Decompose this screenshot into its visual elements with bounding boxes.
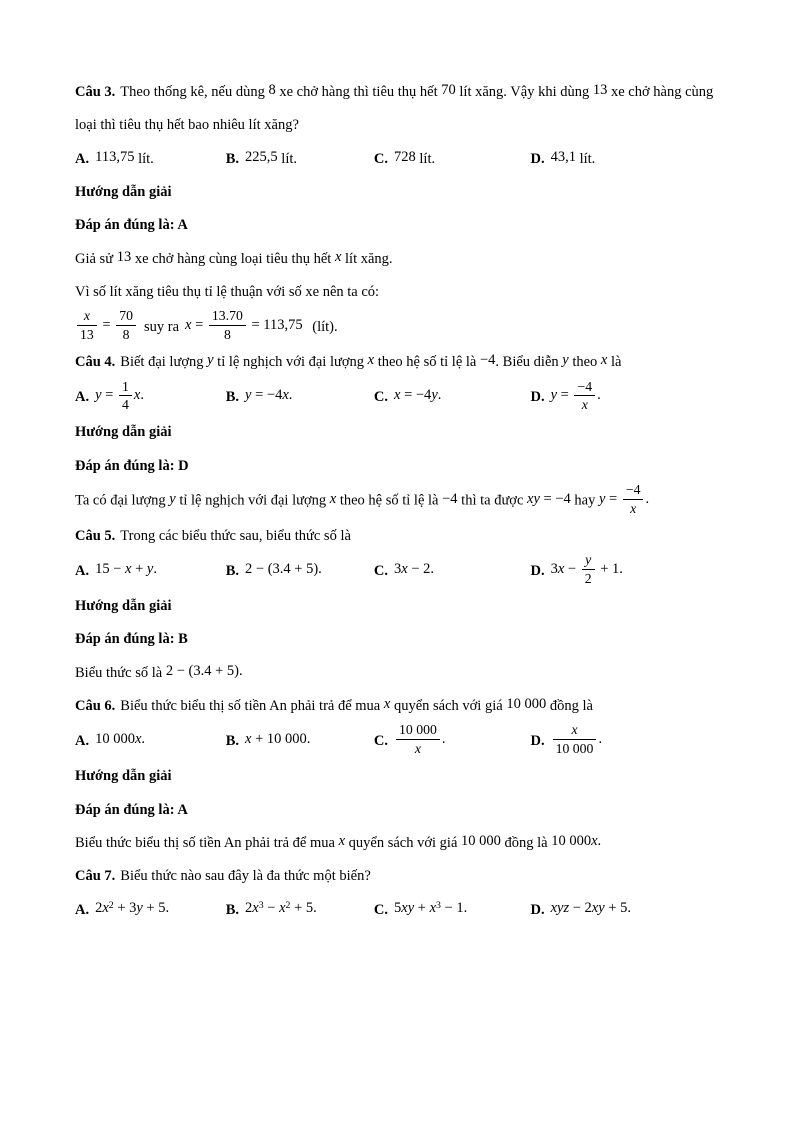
math-run: x [279, 899, 286, 916]
math-run: xy [527, 490, 540, 507]
fraction [621, 481, 646, 518]
text-run: theo hệ số tỉ lệ là [374, 354, 480, 371]
math-run: 2 [95, 899, 103, 916]
fraction-denominator [116, 326, 136, 344]
text-run: suy ra [143, 319, 180, 336]
math-run: x [367, 352, 375, 369]
math-run: . [597, 387, 601, 404]
math-run: + [131, 560, 147, 577]
option-6d-label: D. [530, 733, 545, 750]
text-run: tỉ lệ nghịch với đại lượng [175, 492, 330, 509]
option-7a-value [95, 899, 170, 918]
question-6-options [75, 723, 722, 760]
question-3-stem-text [75, 82, 713, 133]
math-run: y [136, 899, 143, 916]
question-5 [75, 520, 722, 690]
text-run: Biểu thức biểu thị số tiền An phải trả để mua [75, 834, 339, 851]
math-run: x [429, 899, 437, 916]
math-run: 13 [592, 82, 608, 98]
text-run: Ta có đại lượng [75, 492, 170, 509]
option-5b [226, 555, 374, 588]
option-3b [226, 143, 374, 176]
text-run: (lít). [312, 319, 338, 336]
question-6 [75, 690, 722, 860]
math-superscript: 3 [436, 899, 441, 911]
math-run: x [185, 317, 192, 334]
math-run: y [585, 552, 592, 568]
option-4a-value [95, 378, 144, 413]
question-4-label: Câu 4. [75, 354, 116, 371]
math-run: 113,75 [95, 148, 135, 165]
math-run: 70 [119, 308, 133, 324]
math-run: 13.70 [211, 308, 243, 324]
text-run: xe chở hàng cùng loại tiêu thụ hết [131, 250, 335, 267]
question-5-stem [75, 520, 722, 553]
math-superscript: 2 [285, 899, 291, 911]
math-run: −4 [442, 490, 458, 507]
fraction [114, 307, 138, 344]
fraction [394, 721, 442, 758]
math-run: −4 [479, 352, 496, 369]
option-7b [226, 894, 374, 927]
option-3d-label: D. [530, 150, 545, 167]
math-run: . [598, 731, 603, 748]
math-run: 2 [584, 571, 592, 587]
text-run: quyển sách với giá [390, 698, 507, 715]
math-run: 43,1 [550, 148, 576, 165]
question-5-solution-1 [75, 657, 722, 690]
text-run: theo hệ số tỉ lệ là [336, 492, 443, 509]
math-run: x [338, 832, 346, 849]
text-run: . Biểu diễn [495, 354, 563, 371]
math-run: 3 [394, 560, 402, 577]
math-run: 10 000 [506, 696, 547, 713]
option-7b-value [245, 899, 317, 918]
text-run: Theo thống kê, nếu dùng [120, 84, 269, 100]
text-run: lít. [277, 150, 298, 167]
fraction [117, 378, 134, 415]
option-3c-value [394, 149, 435, 167]
text-run: lít. [415, 150, 436, 167]
math-run: 8 [268, 82, 276, 98]
question-7-stem-text [120, 868, 370, 884]
fraction-numerator [209, 307, 246, 326]
text-run: xe chở hàng cùng loại thì tiêu thụ hết bao nhiêu lít xăng? [75, 84, 714, 134]
option-5a-value [95, 561, 157, 577]
option-6b [226, 725, 374, 758]
question-6-answer-heading: Đáp án đúng là: A [75, 801, 188, 818]
math-run: + [414, 899, 430, 916]
text-run: xe chở hàng thì tiêu thụ hết [275, 84, 442, 100]
option-5b-value [245, 561, 322, 577]
fraction-numerator [396, 721, 440, 740]
math-run: xy [401, 899, 415, 916]
math-run: 3 [550, 560, 558, 577]
fraction-denominator [77, 326, 97, 344]
option-6a-label: A. [75, 733, 90, 750]
math-run: . [141, 731, 146, 748]
math-run: + 3 [113, 899, 137, 916]
math-run: x [282, 387, 289, 404]
math-run: . [153, 560, 157, 577]
question-7-options [75, 894, 722, 927]
math-run: 8 [122, 327, 130, 343]
option-3d-value [551, 149, 596, 167]
math-run: −4 [625, 482, 641, 498]
text-run: lít. [134, 150, 154, 167]
fraction-numerator [116, 307, 136, 326]
math-run: − 1. [440, 899, 468, 916]
option-7c-label: C. [373, 901, 389, 918]
math-run: + 1. [596, 560, 623, 577]
math-run: y [146, 560, 154, 577]
fraction-denominator [582, 570, 595, 588]
math-run: x [600, 352, 608, 369]
math-run: x [245, 731, 252, 748]
question-4-stem-text [120, 352, 621, 370]
math-run: . [441, 731, 446, 748]
option-6a [75, 725, 226, 758]
math-run: = [101, 387, 117, 404]
math-run: 10 000 [461, 832, 501, 849]
option-4d [530, 380, 722, 417]
option-7d [530, 894, 722, 927]
math-run: = −4 [251, 387, 283, 404]
math-run: 13 [116, 248, 132, 265]
option-5d-value [550, 552, 623, 587]
option-5b-label: B. [225, 562, 240, 579]
math-run: x [581, 397, 588, 413]
question-7-stem [75, 860, 722, 893]
text-run: lít xăng. [341, 250, 393, 267]
fraction [551, 721, 599, 758]
option-4a-label: A. [75, 389, 90, 406]
question-7-label: Câu 7. [75, 868, 116, 885]
question-6-stem-text [120, 696, 593, 714]
math-run: . [140, 387, 144, 404]
option-4c-label: C. [373, 389, 389, 406]
question-3-options [75, 143, 722, 176]
math-run: 728 [394, 148, 416, 165]
option-3b-value [245, 149, 297, 167]
question-4-answer-heading: Đáp án đúng là: D [75, 457, 189, 474]
math-run: x [394, 387, 401, 404]
question-3-formula [75, 309, 722, 346]
option-3a [75, 143, 226, 176]
option-3d [530, 143, 722, 176]
option-5a [75, 555, 226, 588]
option-4c [374, 381, 531, 414]
question-5-label: Câu 5. [75, 527, 116, 544]
option-7c-value [394, 899, 468, 918]
math-run: x [571, 722, 578, 738]
math-run: x [133, 387, 141, 404]
math-run: = [605, 490, 621, 507]
math-run: 2 [245, 899, 253, 916]
text-run: tỉ lệ nghịch với đại lượng [213, 354, 368, 371]
question-5-answer-heading: Đáp án đúng là: B [75, 631, 188, 648]
question-7 [75, 860, 722, 927]
math-run: x [414, 741, 421, 757]
math-run: y [245, 387, 252, 404]
math-run: − 2 [569, 899, 592, 916]
option-5a-label: A. [75, 562, 90, 579]
option-3b-label: B. [225, 150, 240, 167]
option-4a [75, 380, 226, 417]
option-3a-value [95, 149, 154, 167]
math-run: 10 000 [399, 722, 437, 738]
option-5c [374, 555, 531, 588]
option-6b-value [245, 731, 310, 747]
math-run: y [431, 387, 438, 404]
fraction-numerator [574, 378, 595, 397]
math-run: 10 000 [555, 741, 594, 757]
math-run: x [557, 560, 565, 577]
text-run: đồng là [500, 834, 552, 851]
question-6-stem [75, 690, 722, 723]
math-run: . [288, 387, 293, 404]
option-4c-value [394, 387, 441, 403]
math-run: − 2. [407, 560, 435, 577]
text-run: đồng là [546, 698, 593, 715]
fraction-denominator [209, 326, 246, 344]
fraction-denominator [553, 740, 597, 758]
math-run: 5 [394, 899, 402, 916]
math-run: + 10 000. [251, 731, 311, 748]
option-7d-label: D. [530, 901, 545, 918]
option-4d-label: D. [530, 389, 545, 406]
math-run: 15 − [95, 560, 126, 577]
text-run: thì ta được [457, 492, 528, 509]
option-4b-value [245, 387, 292, 403]
option-5d-label: D. [530, 562, 545, 579]
math-run: 8 [223, 327, 231, 343]
fraction-numerator [77, 307, 97, 326]
math-run: − [564, 560, 580, 577]
text-run: Biểu thức nào sau đây là đa thức một biến? [120, 868, 371, 885]
math-run: x [630, 500, 637, 516]
math-run: 1 [121, 378, 129, 394]
question-3-solution-1 [75, 243, 722, 276]
text-run: theo [568, 354, 601, 371]
option-5c-label: C. [373, 562, 389, 579]
text-run: là [607, 354, 622, 371]
math-run: + 5. [604, 899, 631, 916]
math-run: x [83, 308, 90, 324]
option-4d-value [550, 378, 601, 413]
option-6c-label: C. [373, 733, 389, 750]
fraction [207, 307, 248, 344]
text-run: Biết đại lượng [120, 354, 208, 371]
fraction [75, 307, 99, 344]
math-run: . [597, 832, 602, 849]
option-5c-value [394, 561, 434, 577]
math-run: x [329, 490, 337, 507]
math-run: . [437, 387, 442, 404]
math-run: = [191, 317, 207, 334]
math-run: y [598, 490, 606, 507]
math-run: = [557, 387, 573, 404]
text-run: Biểu thức biểu thị số tiền An phải trả để mua [120, 698, 384, 715]
math-run: 225,5 [245, 148, 278, 165]
math-run: x [252, 899, 259, 916]
question-3-label: Câu 3. [75, 84, 116, 100]
question-4-guide-heading: Hướng dẫn giải [75, 424, 172, 441]
option-3c [374, 143, 531, 176]
math-run: = 113,75 [247, 317, 307, 334]
math-run: x [401, 560, 408, 577]
math-run: y [562, 352, 569, 369]
math-superscript: 2 [108, 899, 114, 911]
math-run: y [207, 352, 214, 369]
question-4-stem [75, 346, 722, 379]
text-run: hay [570, 492, 599, 509]
question-3-stem [75, 76, 722, 143]
math-run: 10 000 [95, 731, 135, 748]
option-5d [530, 553, 722, 590]
math-run: x [102, 899, 109, 916]
text-run: lít. [575, 150, 596, 167]
math-run: + 5. [290, 899, 317, 916]
fraction [572, 378, 597, 415]
math-superscript: 3 [258, 899, 264, 911]
question-4-solution-1 [75, 483, 722, 520]
math-run: y [95, 387, 102, 404]
math-run: x [134, 731, 142, 748]
math-run: 70 [441, 82, 456, 98]
option-4b [226, 381, 374, 414]
fraction-numerator [582, 551, 595, 570]
fraction-denominator [574, 396, 595, 414]
question-6-label: Câu 6. [75, 698, 116, 715]
math-run: + 5. [142, 899, 170, 916]
option-6d-value [551, 722, 603, 757]
option-7d-value [551, 900, 631, 916]
fraction-numerator [119, 378, 132, 397]
question-3-answer-heading: Đáp án đúng là: A [75, 217, 188, 234]
math-run: −4 [577, 378, 593, 394]
text-run: Biểu thức số là [75, 664, 166, 681]
fraction-denominator [396, 740, 440, 758]
question-4 [75, 346, 722, 520]
option-3c-label: C. [373, 150, 389, 167]
text-run: Giả sử [75, 250, 117, 267]
math-run: x [383, 696, 391, 713]
fraction [580, 551, 597, 588]
math-run: = −4 [539, 490, 571, 507]
option-3a-label: A. [75, 150, 90, 167]
math-run: y [169, 490, 176, 507]
math-run: = [98, 317, 115, 334]
math-run: − [263, 899, 280, 916]
text-run: lít xăng. Vậy khi dùng [455, 84, 593, 100]
option-4b-label: B. [225, 389, 240, 406]
fraction-numerator [623, 481, 644, 500]
option-6c-value [394, 722, 446, 757]
question-5-stem-text [120, 528, 351, 544]
question-6-guide-heading: Hướng dẫn giải [75, 768, 172, 785]
text-run: quyển sách với giá [345, 834, 462, 851]
math-run: y [550, 387, 558, 404]
math-run: 2 − (3.4 + 5). [245, 560, 322, 577]
option-6a-value [95, 731, 145, 747]
option-7c [374, 894, 531, 927]
math-run: x [125, 560, 132, 577]
option-6d [530, 723, 722, 760]
question-4-options [75, 380, 722, 417]
question-5-guide-heading: Hướng dẫn giải [75, 598, 172, 615]
math-run: 10 000 [551, 832, 592, 849]
math-run: 4 [121, 397, 129, 413]
question-3-guide-heading: Hướng dẫn giải [75, 184, 172, 201]
question-6-solution-1 [75, 827, 722, 860]
math-run: . [645, 490, 650, 507]
math-run: xy [591, 899, 605, 916]
text-run: Vì số lít xăng tiêu thụ tỉ lệ thuận với số xe nên ta có: [75, 284, 380, 301]
option-7a [75, 894, 226, 927]
math-run: 2 − (3.4 + 5). [165, 662, 243, 679]
option-6c [374, 723, 531, 760]
fraction-denominator [119, 396, 132, 414]
option-6b-label: B. [225, 733, 240, 750]
math-run: x [334, 248, 342, 265]
math-run: x [591, 832, 598, 849]
question-3 [75, 76, 722, 346]
math-run: = −4 [400, 387, 432, 404]
text-run: Trong các biểu thức sau, biểu thức số là [120, 527, 351, 544]
option-7b-label: B. [225, 901, 240, 918]
option-7a-label: A. [75, 901, 90, 918]
fraction-denominator [623, 500, 644, 518]
fraction-numerator [553, 721, 597, 740]
math-run: xyz [550, 899, 570, 916]
question-3-solution-2 [75, 276, 722, 309]
math-run: 13 [80, 327, 94, 343]
question-5-options [75, 553, 722, 590]
